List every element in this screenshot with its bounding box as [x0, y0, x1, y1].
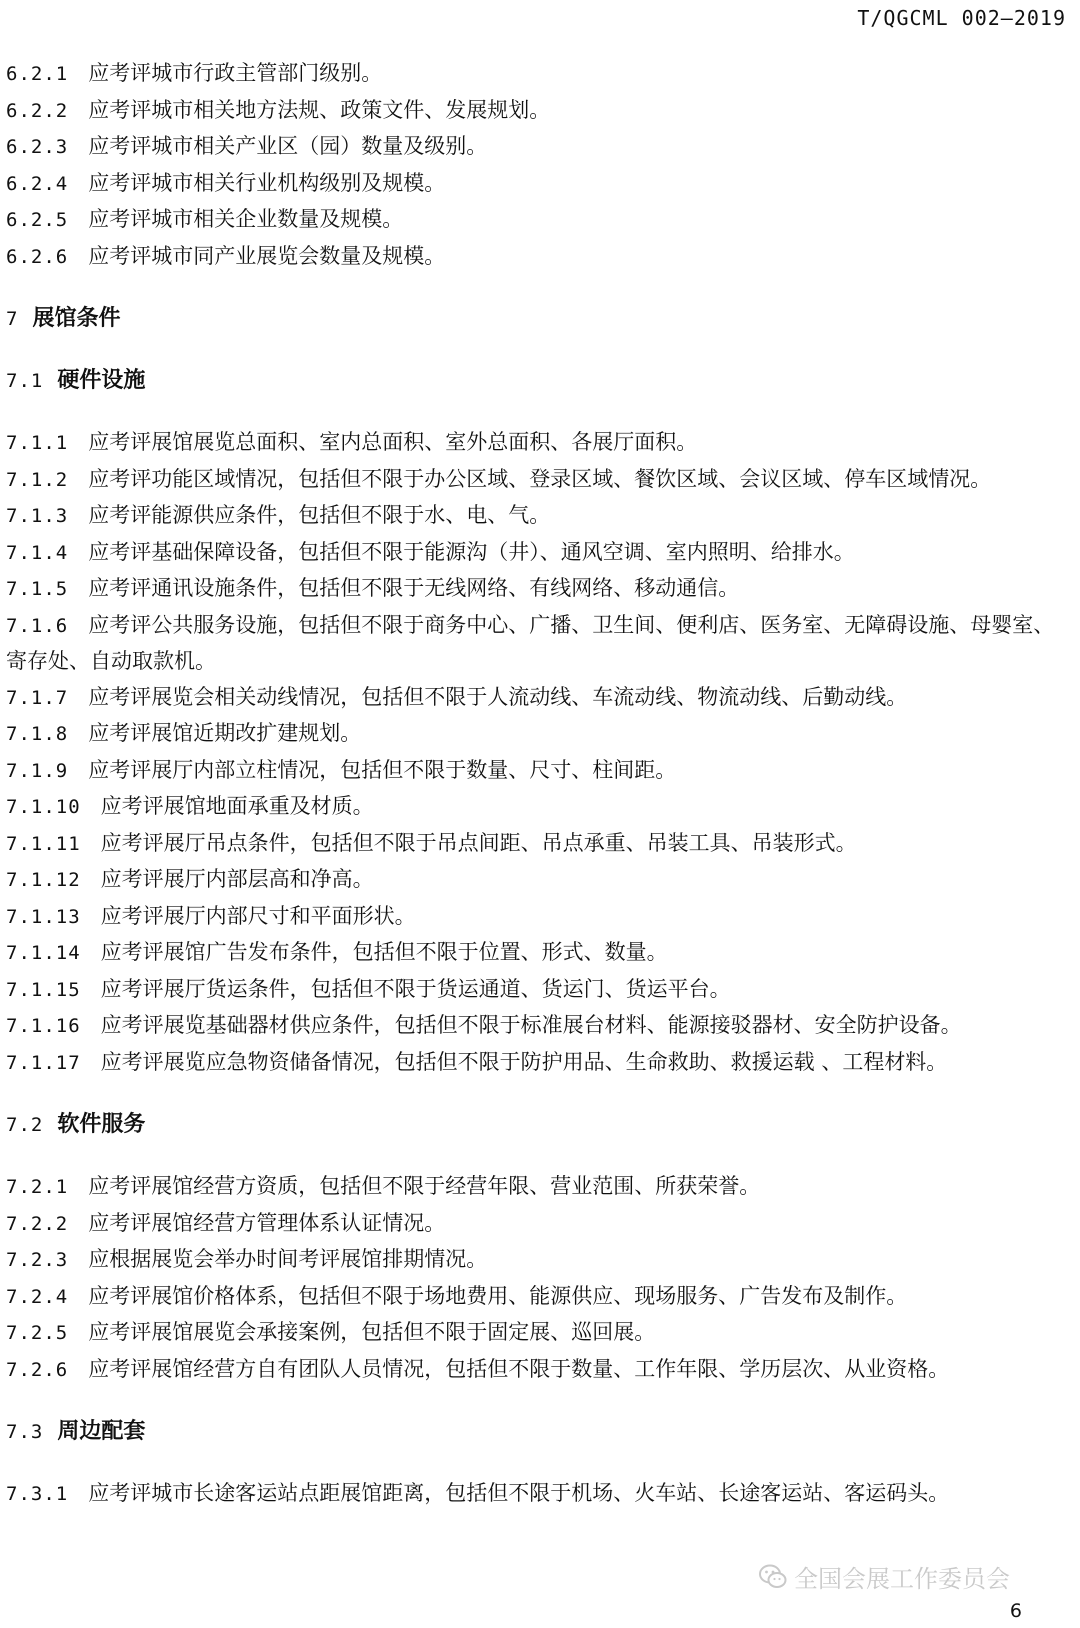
clause-number: 6.2.3	[6, 136, 69, 158]
clause-7-1-14	[6, 935, 1066, 972]
clause-number: 6.2.6	[6, 245, 69, 268]
section-title: 展馆条件	[32, 306, 121, 331]
clause-7-2-2	[6, 1206, 1066, 1243]
section-number: 7	[6, 308, 19, 330]
clause-text: 应考评通讯设施条件，包括但不限于无线网络、有线网络、移动通信。	[88, 576, 740, 600]
clause-number: 7.1.11	[6, 832, 81, 855]
section-heading-7-2	[6, 1107, 1066, 1143]
clause-number: 7.1.13	[6, 905, 81, 928]
section-number: 7.2	[6, 1114, 44, 1136]
section-heading-7-3	[6, 1414, 1066, 1450]
clause-text: 应考评展厅内部尺寸和平面形状。	[100, 903, 416, 928]
clause-number: 7.1.15	[6, 978, 81, 1001]
clause-text: 应考评展厅吊点条件，包括但不限于吊点间距、吊点承重、吊装工具、吊装形式。	[100, 830, 857, 855]
watermark-text: 全国会展工作委员会	[794, 1565, 1010, 1593]
clause-number: 7.2.3	[6, 1249, 69, 1271]
clause-number: 7.3.1	[6, 1483, 69, 1505]
clause-number: 7.1.3	[6, 505, 69, 527]
clause-7-1-5	[6, 571, 1066, 608]
clause-7-1-9	[6, 753, 1066, 790]
clause-text: 应考评城市相关行业机构级别及规模。	[88, 170, 446, 195]
clause-text: 应考评城市行政主管部门级别。	[88, 61, 383, 85]
clause-6-2-4	[6, 166, 1066, 203]
clause-7-1-10	[6, 789, 1066, 826]
section-title: 周边配套	[57, 1419, 146, 1444]
clause-7-1-6	[6, 608, 1066, 680]
document-code: T/QGCML 002—2019	[857, 6, 1066, 30]
clause-text: 应考评展馆近期改扩建规划。	[88, 721, 362, 745]
clause-text: 应考评展馆展览总面积、室内总面积、室外总面积、各展厅面积。	[88, 430, 698, 454]
clause-number: 7.1.6	[6, 614, 69, 637]
clause-text: 应考评展览应急物资储备情况，包括但不限于防护用品、生命救助、救援运载 、工程材料。	[100, 1049, 948, 1074]
clause-7-1-2	[6, 462, 1066, 499]
clause-text: 应考评展览会相关动线情况，包括但不限于人流动线、车流动线、物流动线、后勤动线。	[88, 684, 908, 709]
clause-text: 应考评展厅内部层高和净高。	[100, 867, 374, 891]
clause-number: 7.1.5	[6, 578, 69, 600]
clause-text: 应考评基础保障设备，包括但不限于能源沟（井）、通风空调、室内照明、给排水。	[88, 539, 855, 564]
clause-7-1-17	[6, 1045, 1066, 1082]
clause-text: 应考评公共服务设施，包括但不限于商务中心、广播、卫生间、便利店、医务室、无障碍设施、母婴室、寄存处、自动取款机。	[6, 612, 1055, 673]
clause-7-1-7	[6, 680, 1066, 717]
clause-text: 应考评城市相关企业数量及规模。	[88, 207, 404, 231]
clause-7-2-3	[6, 1242, 1066, 1279]
section-heading-7-1	[6, 363, 1066, 399]
clause-number: 7.2.4	[6, 1285, 69, 1308]
clause-7-1-8	[6, 716, 1066, 753]
clause-number: 6.2.2	[6, 99, 69, 122]
clause-number: 7.1.17	[6, 1051, 81, 1074]
section-title: 软件服务	[57, 1112, 146, 1137]
clause-number: 7.1.4	[6, 541, 69, 564]
clause-6-2-6	[6, 239, 1066, 276]
watermark	[758, 1559, 1010, 1594]
section-number: 7.1	[6, 370, 44, 392]
clause-number: 7.1.12	[6, 869, 81, 891]
clause-7-1-16	[6, 1008, 1066, 1045]
page-number: 6	[1009, 1600, 1022, 1622]
clause-7-2-6	[6, 1352, 1066, 1389]
clause-text: 应考评展馆价格体系，包括但不限于场地费用、能源供应、现场服务、广告发布及制作。	[88, 1283, 908, 1308]
clause-text: 应考评展馆展览会承接案例，包括但不限于固定展、巡回展。	[88, 1320, 656, 1344]
section-title: 硬件设施	[57, 368, 146, 393]
document-body	[6, 56, 1066, 1513]
clause-text: 应考评展厅货运条件，包括但不限于货运通道、货运门、货运平台。	[100, 976, 731, 1001]
clause-text: 应考评城市同产业展览会数量及规模。	[88, 243, 446, 268]
wechat-icon	[758, 1562, 788, 1592]
clause-number: 7.1.9	[6, 759, 69, 782]
clause-7-2-1	[6, 1169, 1066, 1206]
clause-text: 应考评城市相关产业区（园）数量及级别。	[88, 134, 488, 158]
clause-7-1-4	[6, 535, 1066, 572]
clause-number: 7.2.6	[6, 1358, 69, 1381]
clause-text: 应考评城市长途客运站点距展馆距离，包括但不限于机场、火车站、长途客运站、客运码头。	[88, 1481, 950, 1505]
clause-text: 应考评功能区域情况，包括但不限于办公区域、登录区域、餐饮区域、会议区域、停车区域情况。	[88, 466, 992, 491]
clause-number: 7.2.1	[6, 1176, 69, 1198]
clause-text: 应考评展馆经营方资质，包括但不限于经营年限、营业范围、所获荣誉。	[88, 1174, 761, 1198]
clause-text: 应根据展览会举办时间考评展馆排期情况。	[88, 1247, 488, 1271]
clause-7-1-15	[6, 972, 1066, 1009]
clause-text: 应考评展馆经营方管理体系认证情况。	[88, 1210, 446, 1235]
clause-7-1-13	[6, 899, 1066, 936]
clause-text: 应考评展览基础器材供应条件，包括但不限于标准展台材料、能源接驳器材、安全防护设备。	[100, 1013, 962, 1037]
clause-6-2-3	[6, 129, 1066, 166]
clause-7-1-12	[6, 862, 1066, 899]
clause-text: 应考评展馆地面承重及材质。	[100, 794, 374, 818]
clause-text: 应考评城市相关地方法规、政策文件、发展规划。	[88, 97, 551, 122]
clause-7-3-1	[6, 1476, 1066, 1513]
clause-7-1-3	[6, 498, 1066, 535]
clause-6-2-1	[6, 56, 1066, 93]
clause-text: 应考评展馆经营方自有团队人员情况，包括但不限于数量、工作年限、学历层次、从业资格。	[88, 1356, 950, 1381]
section-heading-7	[6, 301, 1066, 337]
clause-text: 应考评展馆广告发布条件，包括但不限于位置、形式、数量。	[100, 940, 668, 964]
clause-7-1-11	[6, 826, 1066, 863]
clause-number: 7.1.16	[6, 1015, 81, 1037]
clause-number: 6.2.5	[6, 209, 69, 231]
clause-number: 7.1.7	[6, 686, 69, 709]
clause-number: 7.1.1	[6, 432, 69, 454]
section-number: 7.3	[6, 1421, 44, 1443]
clause-number: 7.2.5	[6, 1322, 69, 1344]
clause-7-2-4	[6, 1279, 1066, 1316]
clause-number: 7.1.2	[6, 468, 69, 491]
clause-7-1-1	[6, 425, 1066, 462]
clause-number: 7.1.14	[6, 942, 81, 964]
clause-7-2-5	[6, 1315, 1066, 1352]
clause-number: 7.1.10	[6, 796, 81, 818]
clause-6-2-2	[6, 93, 1066, 130]
clause-number: 6.2.4	[6, 172, 69, 195]
clause-text: 应考评展厅内部立柱情况，包括但不限于数量、尺寸、柱间距。	[88, 757, 677, 782]
clause-number: 7.1.8	[6, 723, 69, 745]
clause-number: 6.2.1	[6, 63, 69, 85]
clause-number: 7.2.2	[6, 1212, 69, 1235]
clause-6-2-5	[6, 202, 1066, 239]
clause-text: 应考评能源供应条件，包括但不限于水、电、气。	[88, 503, 551, 527]
